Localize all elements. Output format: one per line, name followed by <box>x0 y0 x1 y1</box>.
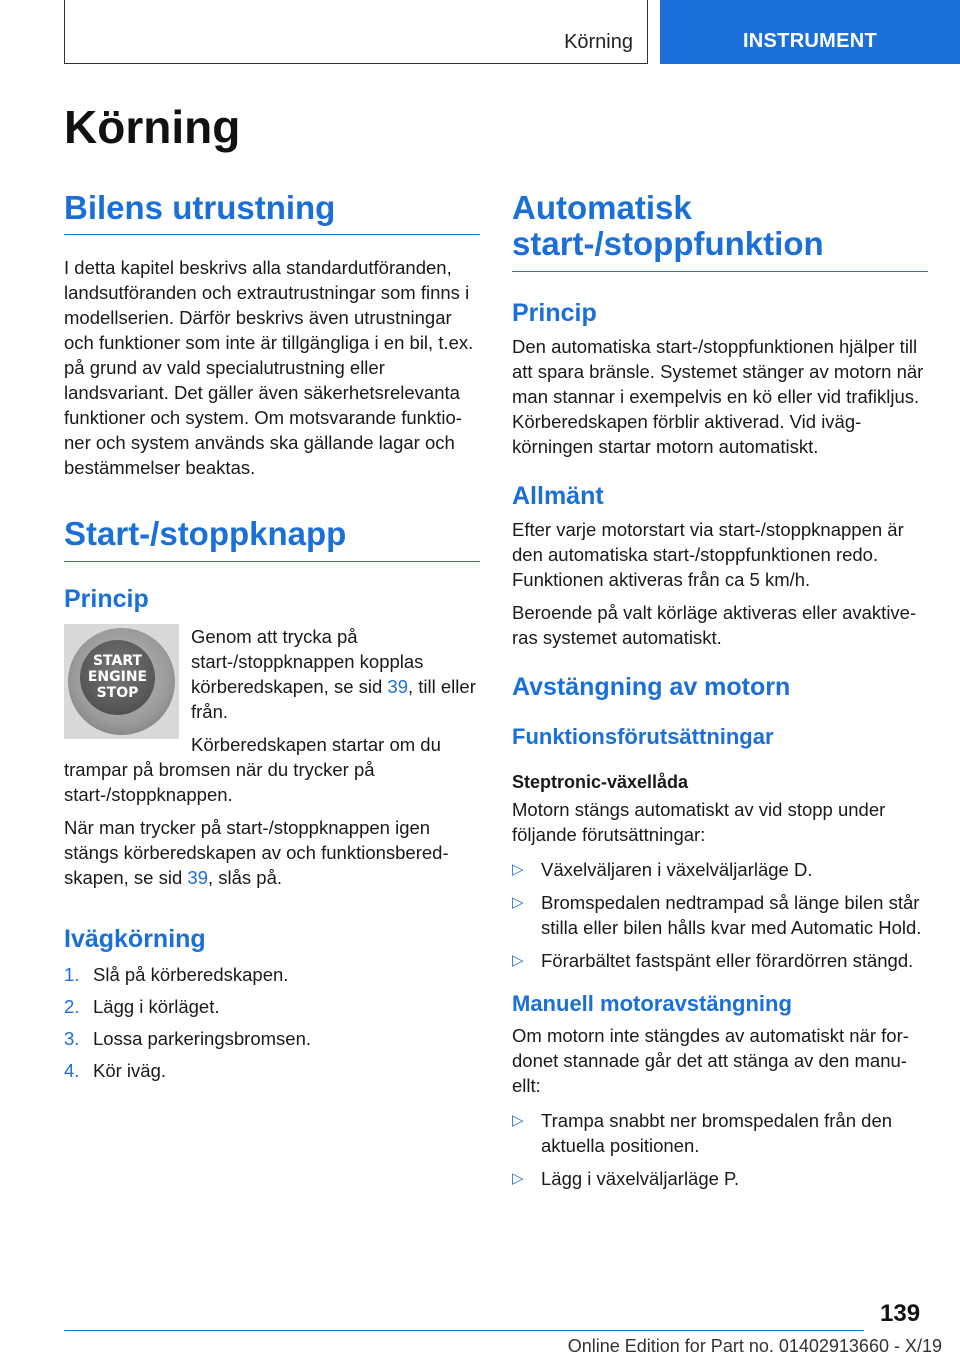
list-item <box>512 948 928 973</box>
paragraph-allmant-2: Beroende på valt körläge aktiveras eller avaktiveras systemet automatiskt. <box>512 601 917 648</box>
step-number: 4. <box>64 1059 80 1081</box>
list-item <box>64 1026 480 1051</box>
left-column <box>64 190 480 1090</box>
text-segment: , slås på. <box>207 866 283 888</box>
princip-block <box>64 624 480 890</box>
paragraph-princip-right: Den automatiska start-/stoppfunktionen hjälper till att spara bränsle. Systemet stänger av motorn när man stannar i exempelvis en kö eller vid trafikljus. Körberedskapen förblir aktiverad. Vid ivägkörningen startar motorn automatiskt. <box>512 335 924 457</box>
step-text: Lossa parkeringsbromsen. <box>93 1027 311 1049</box>
list-item <box>512 1108 928 1158</box>
footer-divider <box>64 1330 864 1331</box>
button-text-engine: ENGINE <box>87 669 148 686</box>
button-text-start: START <box>92 653 143 670</box>
manual-step-text: Lägg i växelväljarläge P. <box>541 1167 740 1189</box>
heading-manuell-motoravstangning: Manuell motoravstängning <box>512 990 792 1016</box>
steps-list <box>64 962 480 1083</box>
list-item <box>64 962 480 987</box>
header-tab[interactable] <box>660 0 960 64</box>
list-item <box>64 994 480 1019</box>
manual-steps-list <box>512 1108 928 1191</box>
header-section-box <box>64 0 648 64</box>
heading-start-stoppknapp: Start-/stoppknapp <box>64 516 480 561</box>
heading-funktionsforutsattningar: Funktionsförutsättningar <box>512 723 774 749</box>
heading-avstangning: Avstängning av motorn <box>512 672 791 701</box>
bullet-triangle-icon: ▷ <box>512 951 524 969</box>
text-segment: , till eller från. <box>191 675 476 722</box>
manual-step-text: Trampa snabbt ner bromspedalen från den aktuella positionen. <box>541 1109 893 1156</box>
step-text: Kör iväg. <box>93 1059 167 1081</box>
paragraph-princip-2: Körberedskapen startar om du trampar på bromsen när du trycker på start-/stoppknappen. <box>64 733 441 805</box>
paragraph-allmant-1: Efter varje motorstart via start-/stoppknappen är den automatiska start-/stoppfunktionen redo. Funktionen aktiveras från ca 5 km/h. <box>512 518 904 590</box>
heading-steptronic: Steptronic-växellåda <box>512 771 689 792</box>
step-number: 3. <box>64 1027 80 1049</box>
button-face <box>80 640 155 715</box>
list-item <box>512 890 928 940</box>
list-item <box>512 857 928 882</box>
footer-edition: Online Edition for Part no. 01402913660 - X/19 <box>567 1336 942 1356</box>
step-number: 2. <box>64 995 80 1017</box>
bullet-triangle-icon: ▷ <box>512 1169 524 1187</box>
header-tab-label: INSTRUMENT <box>742 30 878 52</box>
condition-text: Bromspedalen nedtrampad så länge bilen står stilla eller bilen hålls kvar med Automatic Hold. <box>541 891 922 938</box>
paragraph-manuell: Om motorn inte stängdes av automatiskt när fordonet stannade går det att stänga av den manuellt: <box>512 1024 909 1096</box>
paragraph-steptronic: Motorn stängs automatiskt av vid stopp under följande förutsättningar: <box>512 798 886 845</box>
step-number: 1. <box>64 963 80 985</box>
page-number: 139 <box>880 1300 921 1327</box>
heading-princip-right: Princip <box>512 298 597 327</box>
chapter-title: Körning <box>64 101 241 153</box>
text-segment: Genom att trycka på start-/stoppknappen kopplas körberedskapen, se sid <box>191 625 424 697</box>
condition-text: Förarbältet fastspänt eller förardörren stängd. <box>541 949 914 971</box>
header-section-label: Körning <box>564 31 633 53</box>
step-text: Slå på körberedskapen. <box>93 963 289 985</box>
bullet-triangle-icon: ▷ <box>512 893 524 911</box>
page-link-39-b[interactable]: 39 <box>187 866 208 888</box>
start-engine-button-image <box>64 624 179 739</box>
heading-bilens-utrustning: Bilens utrustning <box>64 190 480 235</box>
heading-allmant: Allmänt <box>512 481 604 510</box>
paragraph-bilens: I detta kapitel beskrivs alla standardutföranden, landsutföranden och extrautrustningar som finns i modellserien. Därför beskrivs även utrustningar och funktioner som inte är tillgängliga i en bil, t.ex. på grund av vald specialutrustning eller landsvariant. Det gäller även säkerhetsrelevanta funktioner och system. Om motsvarande funktioner och system används ska gällande lagar och bestämmelser beaktas. <box>64 257 474 479</box>
bullet-triangle-icon: ▷ <box>512 860 524 878</box>
conditions-list <box>512 857 928 973</box>
right-column <box>512 190 928 1199</box>
heading-automatisk-start-stopp: Automatisk start-/stoppfunktion <box>512 190 928 272</box>
heading-princip-left: Princip <box>64 584 149 613</box>
condition-text: Växelväljaren i växelväljarläge D. <box>541 858 813 880</box>
paragraph-princip-3 <box>64 815 480 890</box>
step-text: Lägg i körläget. <box>93 995 220 1017</box>
list-item <box>64 1058 480 1083</box>
heading-ivagkorning: Ivägkörning <box>64 924 206 953</box>
list-item <box>512 1166 928 1191</box>
bullet-triangle-icon: ▷ <box>512 1111 524 1129</box>
button-text-stop: STOP <box>96 685 139 702</box>
page-link-39[interactable]: 39 <box>387 675 408 697</box>
text-segment: När man trycker på start-/stoppknappen igen stängs körberedskapen av och funktionsberedskapen, se sid <box>64 816 449 888</box>
